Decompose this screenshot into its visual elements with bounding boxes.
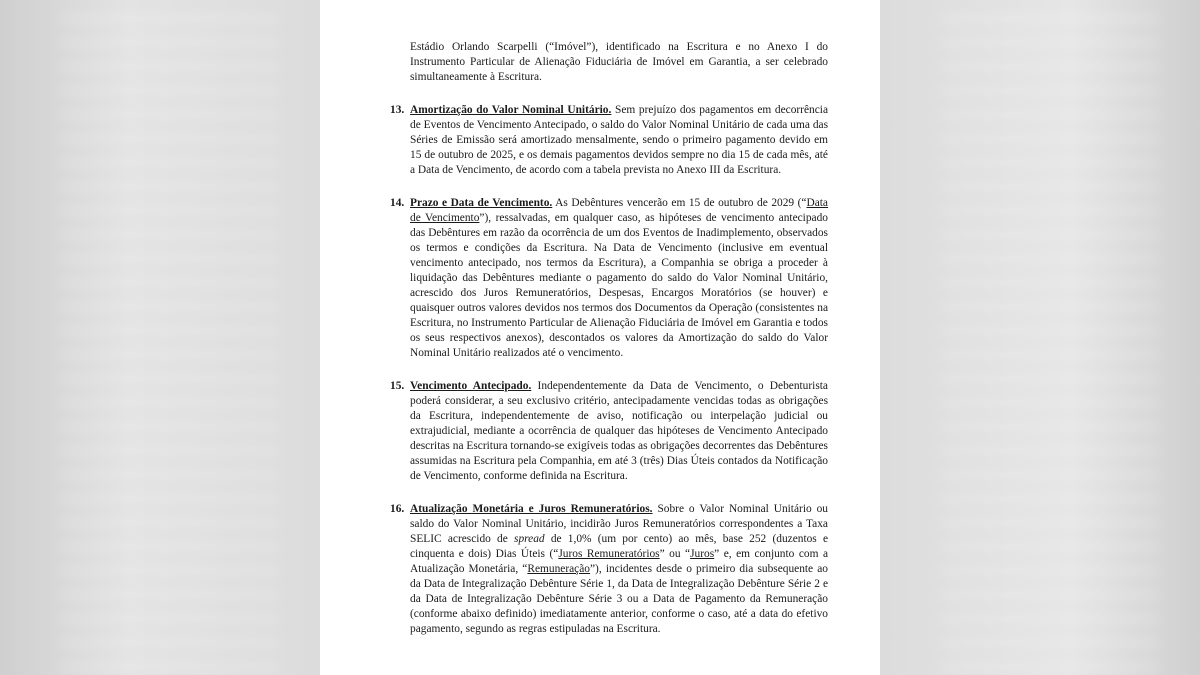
clause-14 <box>390 196 828 361</box>
clause-title: Amortização do Valor Nominal Unitário. <box>410 104 612 116</box>
clause-number: 13. <box>390 104 405 116</box>
clause-title: Vencimento Antecipado. <box>410 380 532 392</box>
clause-title: Prazo e Data de Vencimento. <box>410 197 553 209</box>
clause-text: ”), incidentes desde o primeiro dia subsequente ao da Data de Integralização Debênture Série 1, da Data de Integralização Debênture Série 2 e da Data de Integralização Debênture Série 3 ou a Data de Pagamento da Remuneração (conforme abaixo definido) imediatamente anterior, conforme o caso, até a data do efetivo pagamento, segundo as regras estipuladas na Escritura. <box>410 563 828 635</box>
clause-text: Sem prejuízo dos pagamentos em decorrência de Eventos de Vencimento Antecipado, o saldo do Valor Nominal Unitário de cada uma das Séries de Emissão será amortizado mensalmente, sendo o primeiro pagamento devido em 15 de outubro de 2025, e os demais pagamentos devidos sempre no dia 15 de cada mês, até a Data de Vencimento, de acordo com a tabela prevista no Anexo III da Escritura. <box>410 104 829 176</box>
clause-number: 15. <box>390 380 405 392</box>
clause-text: Independentemente da Data de Vencimento, o Debenturista poderá considerar, a seu exclusivo critério, antecipadamente vencidas todas as obrigações da Escritura, independentemente de aviso, notificação ou interpelação judicial ou extrajudicial, mediante a ocorrência de qualquer das hipóteses de Vencimento Antecipado descritas na Escritura tornando-se exigíveis todas as obrigações decorrentes das Debêntures assumidas na Escritura pela Companhia, em até 3 (três) Dias Úteis contados da Notificação de Vencimento, conforme definida na Escritura. <box>410 380 828 482</box>
clause-number: 14. <box>390 197 405 209</box>
document-body <box>390 40 828 655</box>
clause-text: As Debêntures vencerão em 15 de outubro de 2029 (“ <box>552 197 807 209</box>
defined-term: Remuneração <box>527 563 590 575</box>
defined-term: Data de Vencimento <box>410 197 828 224</box>
document-page <box>320 0 880 675</box>
italic-term: spread <box>514 533 545 545</box>
clause-text: de 1,0% (um por cento) ao mês, base 252 (duzentos e cinquenta e dois) Dias Úteis (“ <box>410 533 828 560</box>
clause-16 <box>390 502 828 637</box>
clause-text: ” e, em conjunto com a Atualização Monetária, “ <box>410 548 829 575</box>
clause-number: 16. <box>390 503 405 515</box>
blurred-background-right <box>880 0 1200 675</box>
blurred-background-left <box>0 0 320 675</box>
clause-text: ” ou “ <box>659 548 691 560</box>
clause-text: Sobre o Valor Nominal Unitário ou saldo do Valor Nominal Unitário, incidirão Juros Remuneratórios correspondentes a Taxa SELIC acrescido de <box>410 503 828 545</box>
defined-term: Juros Remuneratórios <box>558 548 660 560</box>
intro-paragraph: Estádio Orlando Scarpelli (“Imóvel”), identificado na Escritura e no Anexo I do Instrumento Particular de Alienação Fiduciária de Imóvel em Garantia, a ser celebrado simultaneamente à Escritura. <box>410 41 828 83</box>
defined-term: Juros <box>690 548 715 560</box>
clause-13 <box>390 103 828 178</box>
clause-15 <box>390 379 828 484</box>
clause-text: ”), ressalvadas, em qualquer caso, as hipóteses de vencimento antecipado das Debêntures em razão da ocorrência de um dos Eventos de Inadimplemento, observados os termos e condições da Escritura. Na Data de Vencimento (inclusive em eventual vencimento antecipado, nos termos da Escritura), a Companhia se obriga a proceder à liquidação das Debêntures mediante o pagamento do saldo do Valor Nominal Unitário, acrescido dos Juros Remuneratórios, Despesas, Encargos Moratórios (se houver) e quaisquer outros valores devidos nos termos dos Documentos da Operação (consistentes na Escritura, no Instrumento Particular de Alienação Fiduciária de Imóvel em Garantia e todos os seus respectivos anexos), descontados os valores da Amortização do saldo do Valor Nominal Unitário realizados até o vencimento. <box>410 212 828 359</box>
clause-title: Atualização Monetária e Juros Remuneratórios. <box>410 503 653 515</box>
